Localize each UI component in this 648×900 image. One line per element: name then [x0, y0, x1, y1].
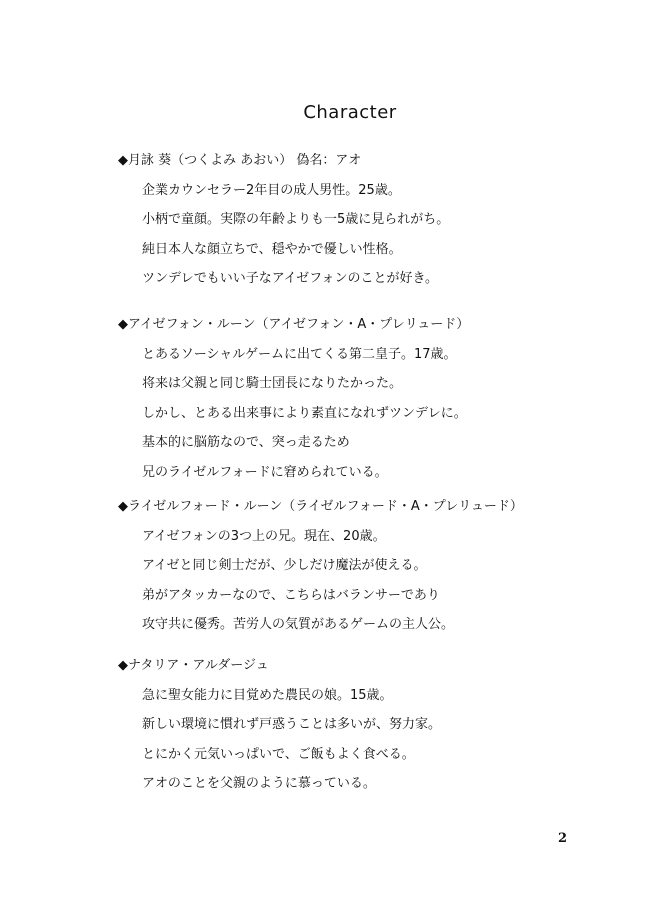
text-line: 将来は父親と同じ騎士団長になりたかった。 — [142, 376, 403, 392]
text-line: 企業カウンセラー2年目の成人男性。25歳。 — [142, 183, 401, 198]
character-section-eisephon — [118, 315, 598, 492]
character-section-aoi — [118, 151, 598, 299]
text-line: 兄のライゼルフォードに窘められている。 — [142, 464, 388, 480]
text-line: とあるソーシャルゲームに出てくる第二皇子。17歳。 — [142, 347, 457, 362]
text-line: ツンデレでもいい子なアイゼフォンのことが好き。 — [142, 271, 439, 287]
character-section-natalia — [118, 656, 598, 804]
character-section-raizelford — [118, 497, 598, 645]
text-line: 攻守共に優秀。苦労人の気質があるゲームの主人公。 — [142, 617, 455, 633]
text-line: しかし、とある出来事により素直になれずツンデレに。 — [142, 405, 467, 421]
section-heading: ◆アイゼフォン・ルーン（アイゼフォン・A・プレリュード） — [118, 317, 470, 332]
section-heading: ◆ナタリア・アルダージュ — [118, 658, 269, 673]
text-line: 小柄で童顔。実際の年齢よりも一5歳に見られがち。 — [142, 212, 450, 228]
text-line: 急に聖女能力に目覚めた農民の娘。15歳。 — [142, 688, 393, 703]
text-line: 純日本人な顔立ちで、穏やかで優しい性格。 — [142, 241, 402, 257]
page-title: Character — [303, 102, 397, 123]
text-line: 弟がアタッカーなので、こちらはバランサーであり — [142, 587, 440, 603]
section-heading: ◆ライゼルフォード・ルーン（ライゼルフォード・A・プレリュード） — [118, 499, 523, 514]
text-line: 基本的に脳筋なので、突っ走るため — [142, 435, 350, 451]
text-line: アオのことを父親のように慕っている。 — [142, 776, 376, 792]
text-line: アイゼフォンの3つ上の兄。現在、20歳。 — [142, 529, 386, 544]
page-number: 2 — [558, 831, 568, 846]
section-heading: ◆月詠 葵（つくよみ あおい） 偽名：アオ — [118, 153, 362, 168]
text-line: アイゼと同じ剣士だが、少しだけ魔法が使える。 — [142, 558, 427, 574]
text-line: 新しい環境に慣れず戸惑うことは多いが、努力家。 — [142, 717, 442, 733]
text-line: とにかく元気いっぱいで、ご飯もよく食べる。 — [142, 746, 415, 762]
